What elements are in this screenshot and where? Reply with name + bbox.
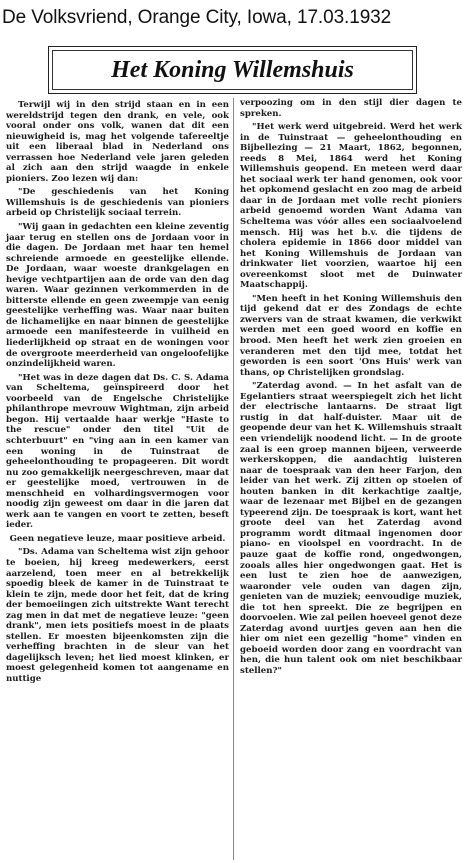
right-column (240, 98, 462, 680)
paragraph: "Zaterdag avond. — In het asfalt van de Egelantiers straat weerspiegelt zich het licht der electrische lantaarns. De straat ligt rustig in dat half-duister. Maar uit de geopende deur van het K. Willemshuis straalt een vriendelijk noodend licht. — In de groote zaal is een groep mannen bijeen, verweerde werkerskoppen, die aandachtig luisteren naar de toespraak van den heer Farjon, den leider van het werk. Zij zitten op stoelen of houten banken in dit kerkachtige zaaltje, waar de lezenaar met Bijbel en de gezangen typeerend zijn. De toespraak is kort, want het groote deel van het Zaterdag avond programm wordt ditmaal ingenomen door piano- en vioolspel en voordracht. In de pauze gaat de koffie rond, ongedwongen, zooals alles hier ongedwongen gaat. Het is een lust te zien hoe de aanwezigen, waaronder vele ouden van dagen zijn, genieten van de muziek; eenvoudige muziek, die tot hen spreekt. Die ze begrijpen en doorvoelen. Wie zal peilen hoeveel genot deze Zaterdag avond uurtjes geven aan hen die hier om niet een gezellig "home" vinden en geboeid worden door zang en voordracht van hen, die hun talent ook om niet beschikbaar stellen?" (240, 381, 462, 676)
paragraph: "De geschiedenis van het Koning Willemshuis is de geschiedenis van pioniers arbeid op Christelijk sociaal terrein. (6, 187, 229, 219)
paragraph: "Ds. Adama van Scheltema wist zijn gehoor te boeien, hij kreeg medewerkers, eerst aarzelend, toen meer en al betrekkelijk spoedig bleek de kamer in de Tuinstraat te klein te zijn, mede door het feit, dat de kring der bemoeiingen zich uitstrekte Want terecht zag men in dat met de negatieve leuze: "geen drank", men iets positiefs moest in de plaats stellen. Er moesten bijeenkomsten zijn die verheffing brachten in de sleur van het dagelijksch leven; het lied moest klinken, er moest gelegenheid komen tot aangename en nuttige (6, 547, 229, 684)
subheading: Geen negatieve leuze, maar positieve arbeid. (9, 533, 226, 544)
paragraph: "Het was in deze dagen dat Ds. C. S. Adama van Scheltema, geïnspireerd door het voorbeeld van de Engelsche Christelijke philanthrope mevrouw Wightman, zijn arbeid begon. Hij vertaalde haar werkje "Haste to the rescue" onder den titel "Uit de schterbuurt" en "ving aan in een kamer van een woning in de Tuinstraat de geheelonthouding te propageeren. Dit wordt nu zoo gemakkelijk neergeschreven, maar dat er geestelijke moed, vertrouwen in de menschheid en volhardingsvermogen voor noodig zijn geweest om daar in die jaren dat werk aan te vangen en voort te zetten, beseft ieder. (6, 372, 229, 531)
left-column (6, 100, 229, 688)
column-divider (233, 98, 234, 860)
headline: Het Koning Willemshuis (52, 50, 413, 90)
paragraph: Terwijl wij in den strijd staan en in een wereldstrijd tegen den drank, en vele, ook vooral onder ons volk, wanen dat dit een nieuwigheid is, mag het volgende tafereeltje uit een liberaal blad in Nederland ons verrassen hoe Nederland vele jaren geleden al zich aan den strijd waagde in enkele pioniers. Zoo lezen wij dan: (6, 100, 229, 184)
masthead: De Volksvriend, Orange City, Iowa, 17.03.1932 (2, 7, 392, 28)
paragraph: "Wij gaan in gedachten een kleine zeventig jaar terug en stellen ons de Jordaan voor in die dagen. De Jordaan met haar ten hemel schreiende armoede en geestelijke ellende. De Jordaan, waar woeste drankgelagen en hevige vechtpartijen aan de orde van den dag waren. Waar gezinnen verkommerden in de bitterste ellende en geen zweempje van eenig geestelijke verheffing was. Waar naar buiten de lichamelijke en naar binnen de geestelijke armoede een manifesteerde in vuilheid en liederlijkheid op straat en de woningen voor de overgroote meerderheid van ongeloofelijke onzindelijkheid waren. (6, 222, 229, 370)
paragraph: verpoozing om in den stijl dier dagen te spreken. (240, 98, 462, 119)
paragraph: "Men heeft in het Koning Willemshuis den tijd gekend dat er des Zondags de echte zwervers van de straat kwamen, die verkwikt werden met een goed woord en koffie en brood. Men heeft het werk zien groeien en veranderen met den tijd mee, totdat het geworden is een soort 'Ons Huis' werk van thans, op Christelijken grondslag. (240, 293, 462, 378)
headline-box (48, 46, 417, 94)
paragraph: "Het werk werd uitgebreid. Werd het werk in de Tuinstraat — geheelonthouding en Bijbellezing — 21 Maart, 1862, begonnen, reeds 8 Mei, 1864 werd het Koning Willemshuis geopend. En meteen werd daar het sociaal werk ter hand genomen, ook voor het opkomend geslacht en zoo mag de arbeid daar in de Jordaan met volle recht pioniers arbeid genoemd worden Want Adama van Scheltema was vóór alles een sociaalvoelend mensch. Hij was het b.v. die tijdens de cholera epidemie in 1866 door middel van het Koning Willemshuis de Jordaan van drinkwater liet voorzien, waartoe hij een overeenkomst sloot met de Duinwater Maatschappij. (240, 122, 462, 291)
